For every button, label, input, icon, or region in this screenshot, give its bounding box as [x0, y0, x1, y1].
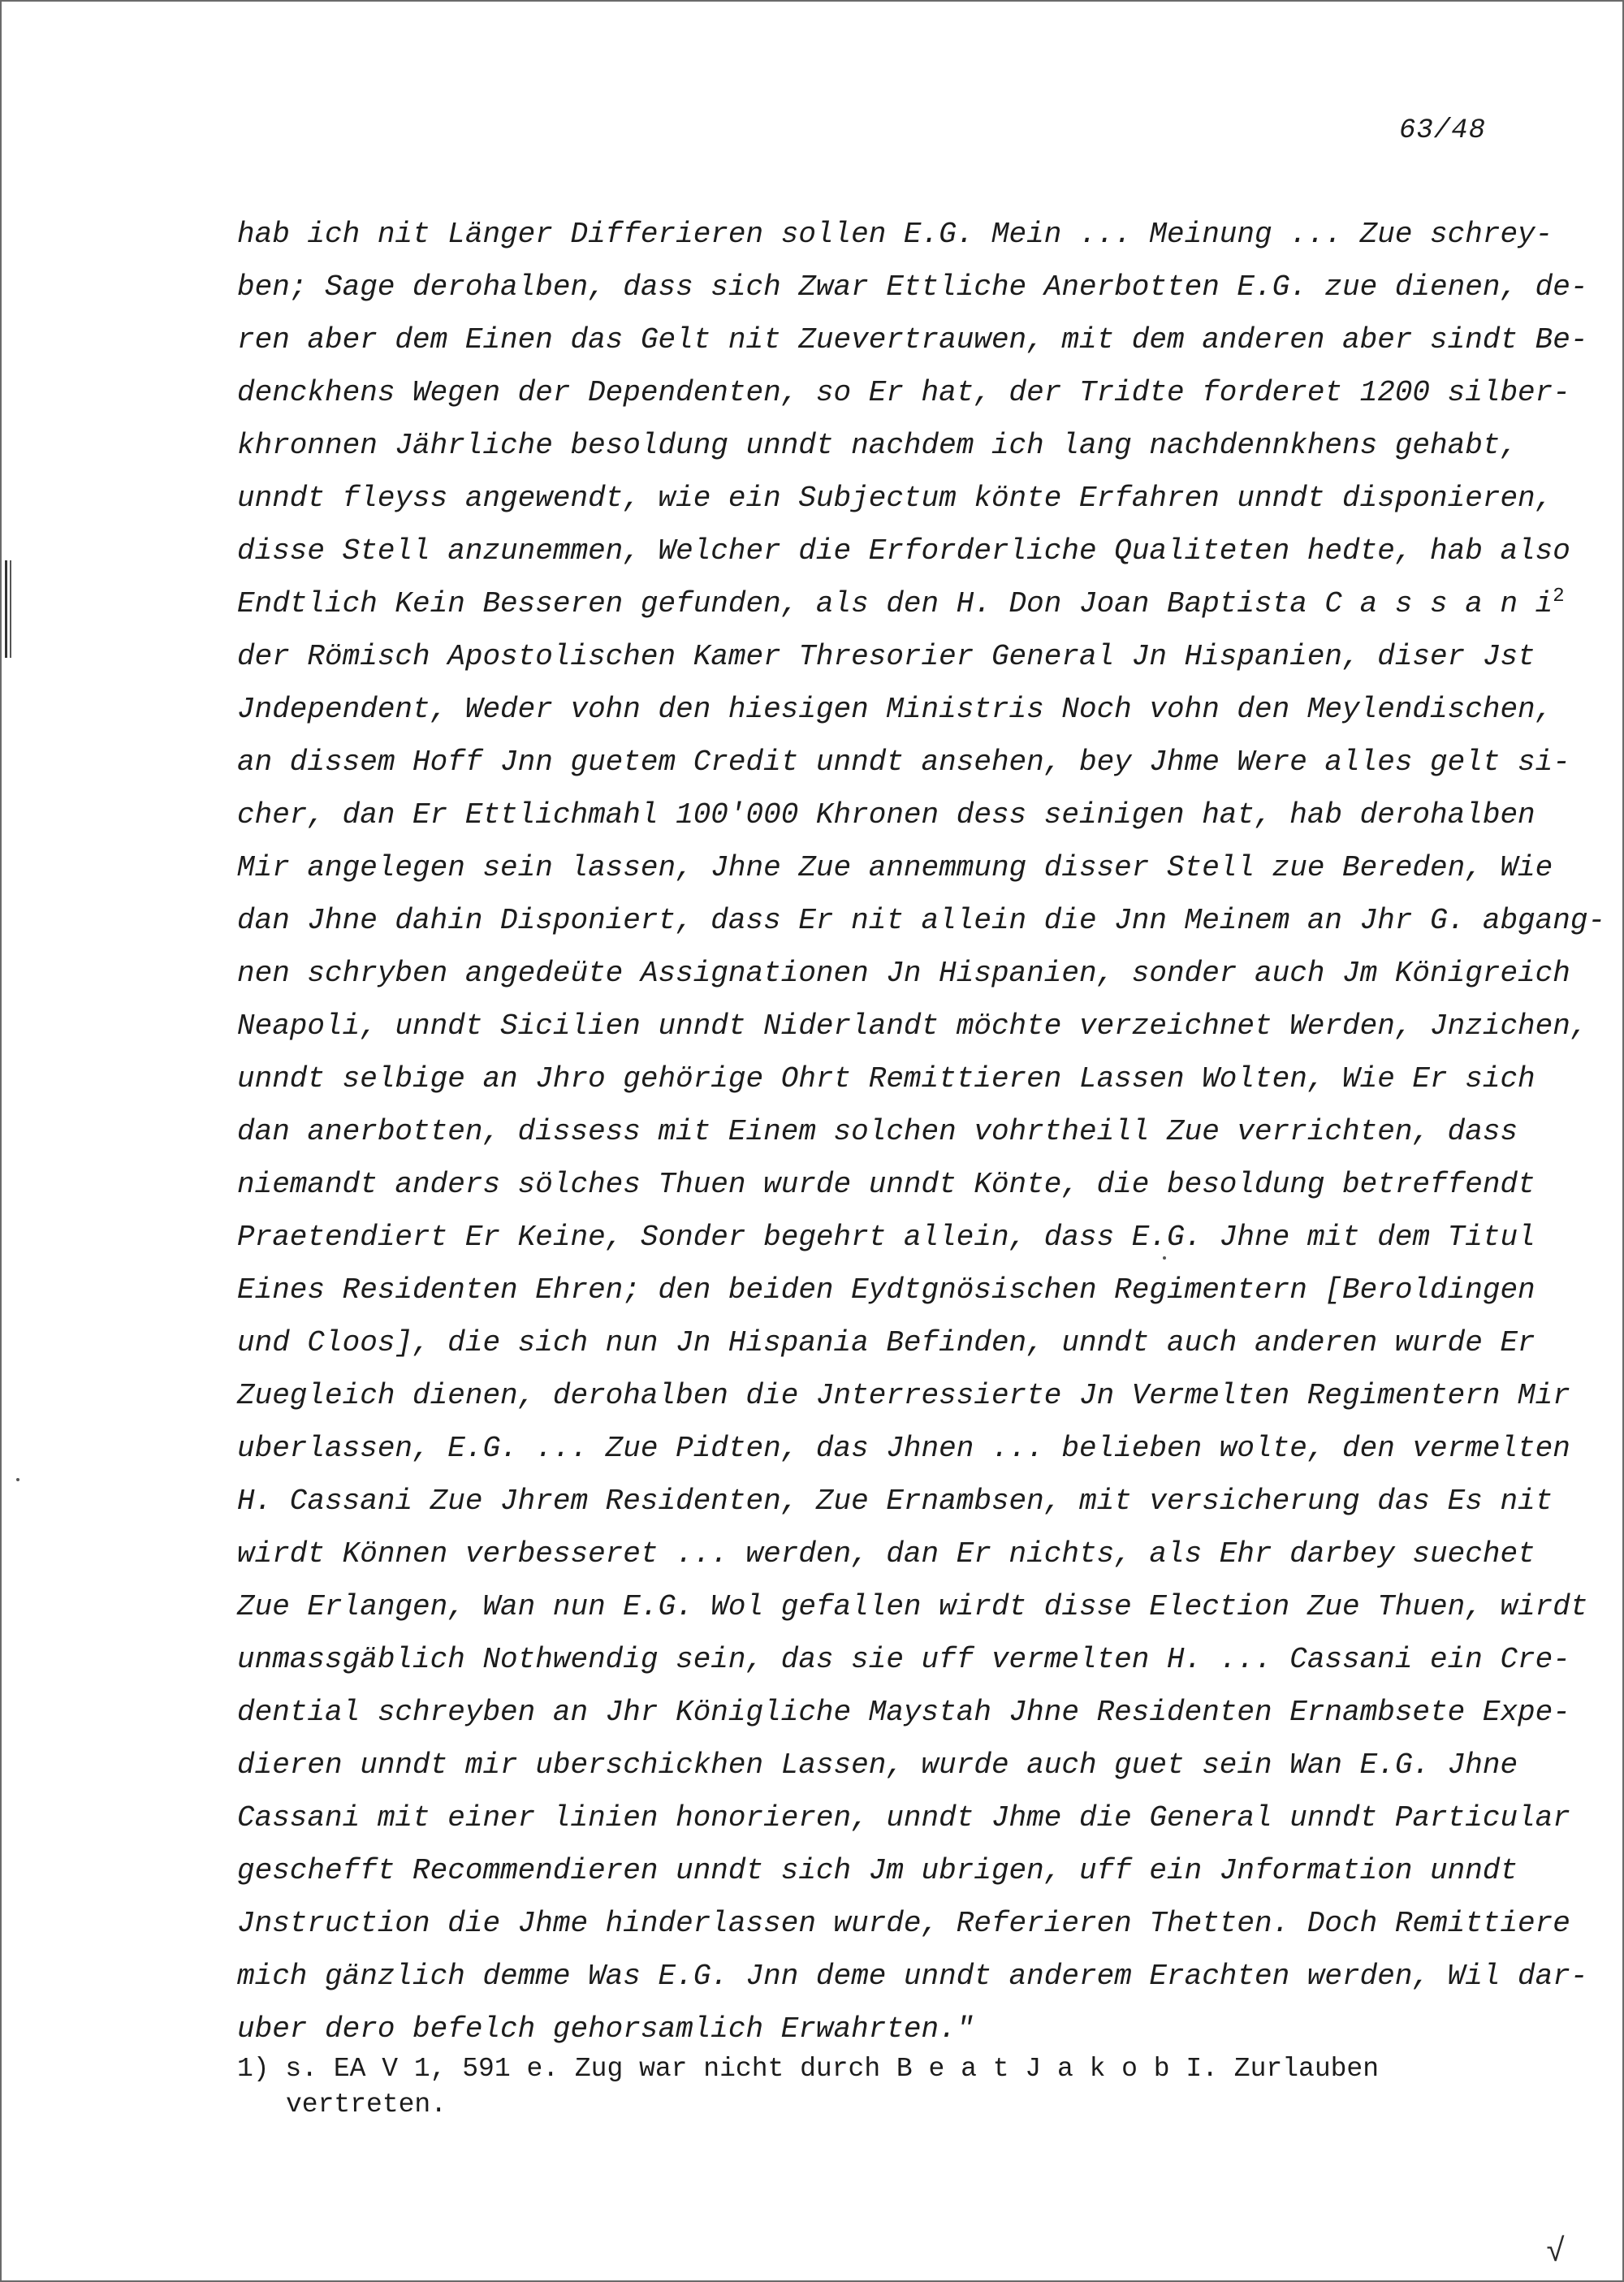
- text-line: der Römisch Apostolischen Kamer Thresorier General Jn Hispanien, diser Jst: [237, 640, 1535, 673]
- footnote-line: 1) s. EA V 1, 591 e. Zug war nicht durch B e a t J a k o b I. Zurlauben: [237, 2054, 1380, 2084]
- text-line: ren aber dem Einen das Gelt nit Zuevertrauwen, mit dem anderen aber sindt Be-: [237, 323, 1588, 357]
- text-line: und Cloos], die sich nun Jn Hispania Befinden, unndt auch anderen wurde Er: [237, 1326, 1535, 1359]
- scan-speck: [16, 1478, 19, 1481]
- text-line: nen schryben angedeüte Assignationen Jn Hispanien, sonder auch Jm Königreich: [237, 957, 1570, 990]
- text-line: Mir angelegen sein lassen, Jhne Zue annemmung disser Stell zue Bereden, Wie: [237, 851, 1553, 884]
- text-line: dan anerbotten, dissess mit Einem solchen vohrtheill Zue verrichten, dass: [237, 1115, 1518, 1148]
- text-line-with-footnote: [237, 577, 1565, 630]
- letter-body: [237, 208, 1606, 2055]
- text-line: cher, dan Er Ettlichmahl 100'000 Khronen dess seinigen hat, hab derohalben: [237, 798, 1535, 832]
- footnote-marker: 2: [1553, 586, 1565, 607]
- text-line: wirdt Können verbesseret ... werden, dan Er nichts, als Ehr darbey suechet: [237, 1537, 1535, 1571]
- footnote: [237, 2051, 1536, 2123]
- text-line: dential schreyben an Jhr Königliche Maystah Jhne Residenten Ernambsete Expe-: [237, 1696, 1570, 1729]
- text-line: geschefft Recommendieren unndt sich Jm ubrigen, uff ein Jnformation unndt: [237, 1854, 1518, 1887]
- text-line: dieren unndt mir uberschickhen Lassen, wurde auch guet sein Wan E.G. Jhne: [237, 1748, 1518, 1782]
- text-line: Neapoli, unndt Sicilien unndt Niderlandt möchte verzeichnet Werden, Jnzichen,: [237, 1009, 1588, 1043]
- text-line: Zuegleich dienen, derohalben die Jnterressierte Jn Vermelten Regimentern Mir: [237, 1379, 1570, 1412]
- text-line: mich gänzlich demme Was E.G. Jnn deme unndt anderem Erachten werden, Wil dar-: [237, 1960, 1588, 1993]
- text-line-content: Endtlich Kein Besseren gefunden, als den H. Don Joan Baptista C a s s a n i: [237, 587, 1553, 620]
- binding-margin-mark: [5, 560, 11, 658]
- scan-speck: [1163, 1256, 1166, 1260]
- text-line: denckhens Wegen der Dependenten, so Er hat, der Tridte forderet 1200 silber-: [237, 376, 1570, 409]
- text-line: Cassani mit einer linien honorieren, unndt Jhme die General unndt Particular: [237, 1801, 1570, 1835]
- text-line: unndt selbige an Jhro gehörige Ohrt Remittieren Lassen Wolten, Wie Er sich: [237, 1062, 1535, 1096]
- footnote-line: vertreten.: [286, 2090, 447, 2120]
- text-line: Zue Erlangen, Wan nun E.G. Wol gefallen wirdt disse Election Zue Thuen, wirdt: [237, 1590, 1588, 1623]
- check-mark-icon: √: [1545, 2235, 1566, 2271]
- page-number: 63/48: [1398, 115, 1486, 146]
- text-line: Eines Residenten Ehren; den beiden Eydtgnösischen Regimentern [Beroldingen: [237, 1273, 1535, 1307]
- text-line: khronnen Jährliche besoldung unndt nachdem ich lang nachdennkhens gehabt,: [237, 429, 1518, 462]
- text-line: uberlassen, E.G. ... Zue Pidten, das Jhnen ... belieben wolte, den vermelten: [237, 1432, 1570, 1465]
- text-line: Jndependent, Weder vohn den hiesigen Ministris Noch vohn den Meylendischen,: [237, 693, 1553, 726]
- text-line: unmassgäblich Nothwendig sein, das sie uff vermelten H. ... Cassani ein Cre-: [237, 1643, 1570, 1676]
- text-line: H. Cassani Zue Jhrem Residenten, Zue Ernambsen, mit versicherung das Es nit: [237, 1485, 1553, 1518]
- text-line: unndt fleyss angewendt, wie ein Subjectum könte Erfahren unndt disponieren,: [237, 482, 1553, 515]
- text-line: uber dero befelch gehorsamlich Erwahrten.": [237, 2012, 974, 2046]
- text-line: niemandt anders sölches Thuen wurde unndt Könte, die besoldung betreffendt: [237, 1168, 1535, 1201]
- text-line: dan Jhne dahin Disponiert, dass Er nit allein die Jnn Meinem an Jhr G. abgang-: [237, 904, 1606, 937]
- text-line: disse Stell anzunemmen, Welcher die Erforderliche Qualiteten hedte, hab also: [237, 534, 1570, 568]
- text-line: Praetendiert Er Keine, Sonder begehrt allein, dass E.G. Jhne mit dem Titul: [237, 1221, 1535, 1254]
- text-line: ben; Sage derohalben, dass sich Zwar Ettliche Anerbotten E.G. zue dienen, de-: [237, 270, 1588, 304]
- text-line: hab ich nit Länger Differieren sollen E.G. Mein ... Meinung ... Zue schrey-: [237, 218, 1553, 251]
- text-line: an dissem Hoff Jnn guetem Credit unndt ansehen, bey Jhme Were alles gelt si-: [237, 746, 1570, 779]
- text-line: Jnstruction die Jhme hinderlassen wurde, Referieren Thetten. Doch Remittiere: [237, 1907, 1570, 1940]
